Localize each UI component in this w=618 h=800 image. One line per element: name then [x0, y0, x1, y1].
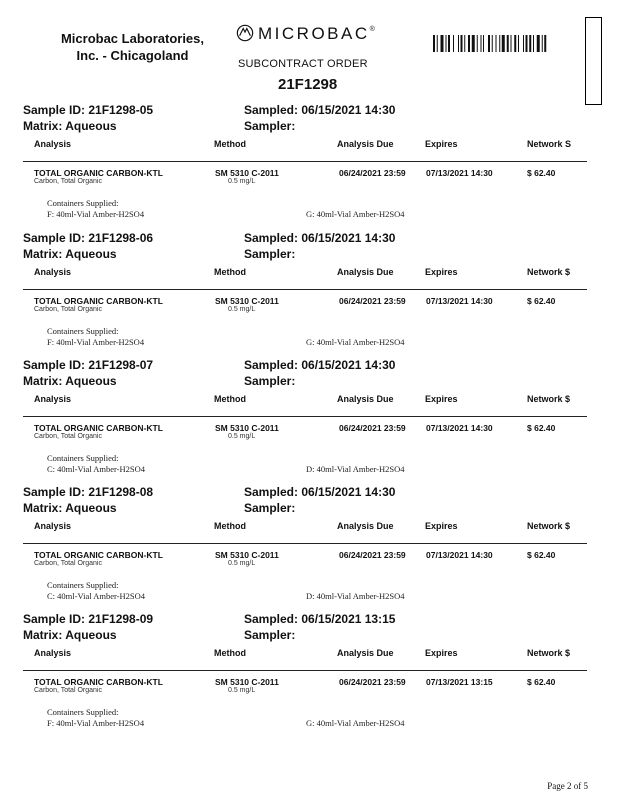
column-header-expires: Expires — [425, 521, 458, 531]
column-header-analysis-due: Analysis Due — [337, 648, 394, 658]
container-right: G: 40ml-Vial Amber-H2SO4 — [306, 209, 405, 219]
sampler-label: Sampler: — [244, 374, 296, 388]
sample-id-value: 21F1298-07 — [88, 358, 154, 372]
method: SM 5310 C-2011 — [215, 296, 279, 306]
company-name — [50, 30, 215, 64]
container-right: G: 40ml-Vial Amber-H2SO4 — [306, 718, 405, 728]
order-number: 21F1298 — [278, 76, 338, 93]
container-left: C: 40ml-Vial Amber-H2SO4 — [47, 591, 146, 601]
reporting-limit: 0.5 mg/L — [228, 433, 256, 440]
column-header-analysis: Analysis — [34, 139, 72, 149]
matrix-label: Matrix: — [23, 119, 63, 133]
matrix — [23, 374, 117, 388]
sampler-label: Sampler: — [244, 247, 296, 261]
microbac-logo-icon — [236, 24, 254, 42]
column-header-network: Network $ — [527, 648, 571, 658]
sampled — [244, 103, 395, 117]
analysis-sub: Carbon, Total Organic — [34, 306, 102, 313]
sampled-value: 06/15/2021 14:30 — [301, 358, 396, 372]
company-name-line1: Microbac Laboratories, — [60, 31, 205, 46]
analysis-due: 06/24/2021 23:59 — [339, 677, 406, 687]
sample-block — [0, 358, 618, 486]
column-header-network: Network $ — [527, 521, 571, 531]
column-header-analysis-due: Analysis Due — [337, 139, 394, 149]
network-price: $ 62.40 — [527, 550, 556, 560]
column-header-expires: Expires — [425, 648, 458, 658]
analysis-name: TOTAL ORGANIC CARBON-KTL — [34, 296, 163, 306]
container-right: D: 40ml-Vial Amber-H2SO4 — [306, 464, 405, 474]
expires: 07/13/2021 13:15 — [426, 677, 493, 687]
sampled — [244, 358, 395, 372]
header-divider — [23, 670, 587, 671]
expires: 07/13/2021 14:30 — [426, 550, 493, 560]
analysis-due: 06/24/2021 23:59 — [339, 550, 406, 560]
sampled-label: Sampled: — [244, 485, 299, 499]
logo-text: MICROBAC — [258, 24, 370, 43]
sampled-value: 06/15/2021 14:30 — [301, 231, 396, 245]
side-margin-box — [585, 17, 602, 105]
reporting-limit: 0.5 mg/L — [228, 687, 256, 694]
header-divider — [23, 543, 587, 544]
sampler-label: Sampler: — [244, 501, 296, 515]
sample-block — [0, 103, 618, 231]
sampled-value: 06/15/2021 14:30 — [301, 485, 396, 499]
column-header-analysis: Analysis — [34, 267, 72, 277]
sampled-label: Sampled: — [244, 231, 299, 245]
sample-id — [23, 103, 153, 117]
header-divider — [23, 416, 587, 417]
container-right: G: 40ml-Vial Amber-H2SO4 — [306, 337, 405, 347]
column-header-method: Method — [214, 394, 246, 404]
sampled-value: 06/15/2021 14:30 — [301, 103, 396, 117]
column-header-network: Network S — [527, 139, 572, 149]
analysis-sub: Carbon, Total Organic — [34, 687, 102, 694]
sample-id-value: 21F1298-05 — [88, 103, 154, 117]
column-header-method: Method — [214, 139, 246, 149]
column-header-method: Method — [214, 521, 246, 531]
column-header-analysis: Analysis — [34, 521, 72, 531]
method: SM 5310 C-2011 — [215, 168, 279, 178]
column-header-analysis-due: Analysis Due — [337, 267, 394, 277]
sample-id — [23, 231, 153, 245]
barcode — [433, 35, 579, 52]
analysis-sub: Carbon, Total Organic — [34, 178, 102, 185]
company-name-line2: Inc. - Chicagoland — [76, 48, 189, 63]
sampler-label: Sampler: — [244, 119, 296, 133]
network-price: $ 62.40 — [527, 677, 556, 687]
matrix — [23, 119, 117, 133]
sample-id-label: Sample ID: — [23, 485, 86, 499]
matrix — [23, 628, 117, 642]
matrix — [23, 501, 117, 515]
column-header-expires: Expires — [425, 394, 458, 404]
sample-id-label: Sample ID: — [23, 612, 86, 626]
column-header-method: Method — [214, 648, 246, 658]
header-divider — [23, 289, 587, 290]
analysis-due: 06/24/2021 23:59 — [339, 423, 406, 433]
column-header-analysis: Analysis — [34, 394, 72, 404]
container-left: F: 40ml-Vial Amber-H2SO4 — [47, 209, 145, 219]
column-header-expires: Expires — [425, 139, 458, 149]
column-header-analysis-due: Analysis Due — [337, 394, 394, 404]
sampled — [244, 485, 395, 499]
network-price: $ 62.40 — [527, 296, 556, 306]
column-header-method: Method — [214, 267, 246, 277]
network-price: $ 62.40 — [527, 423, 556, 433]
sampler-label: Sampler: — [244, 628, 296, 642]
analysis-name: TOTAL ORGANIC CARBON-KTL — [34, 168, 163, 178]
column-header-network: Network $ — [527, 394, 571, 404]
matrix-label: Matrix: — [23, 247, 63, 261]
sample-id — [23, 612, 153, 626]
sample-id-label: Sample ID: — [23, 358, 86, 372]
analysis-sub: Carbon, Total Organic — [34, 560, 102, 567]
sampled — [244, 231, 395, 245]
sample-id-label: Sample ID: — [23, 231, 86, 245]
sampled — [244, 612, 395, 626]
matrix-value: Aqueous — [65, 628, 117, 642]
sample-id-value: 21F1298-06 — [88, 231, 154, 245]
column-header-expires: Expires — [425, 267, 458, 277]
column-header-analysis-due: Analysis Due — [337, 521, 394, 531]
expires: 07/13/2021 14:30 — [426, 423, 493, 433]
containers-label: Containers Supplied: — [47, 198, 119, 208]
analysis-sub: Carbon, Total Organic — [34, 433, 102, 440]
sample-id — [23, 485, 153, 499]
microbac-logo — [236, 24, 375, 44]
header-divider — [23, 161, 587, 162]
matrix-label: Matrix: — [23, 501, 63, 515]
sample-block — [0, 231, 618, 359]
sampled-label: Sampled: — [244, 103, 299, 117]
reporting-limit: 0.5 mg/L — [228, 306, 256, 313]
container-left: C: 40ml-Vial Amber-H2SO4 — [47, 464, 146, 474]
analysis-due: 06/24/2021 23:59 — [339, 296, 406, 306]
container-left: F: 40ml-Vial Amber-H2SO4 — [47, 718, 145, 728]
matrix-value: Aqueous — [65, 247, 117, 261]
expires: 07/13/2021 14:30 — [426, 168, 493, 178]
containers-label: Containers Supplied: — [47, 580, 119, 590]
analysis-name: TOTAL ORGANIC CARBON-KTL — [34, 677, 163, 687]
matrix — [23, 247, 117, 261]
column-header-analysis: Analysis — [34, 648, 72, 658]
method: SM 5310 C-2011 — [215, 677, 279, 687]
method: SM 5310 C-2011 — [215, 423, 279, 433]
analysis-name: TOTAL ORGANIC CARBON-KTL — [34, 423, 163, 433]
sample-block — [0, 612, 618, 740]
page-number: Page 2 of 5 — [547, 781, 588, 791]
sampled-label: Sampled: — [244, 358, 299, 372]
matrix-value: Aqueous — [65, 374, 117, 388]
containers-label: Containers Supplied: — [47, 453, 119, 463]
network-price: $ 62.40 — [527, 168, 556, 178]
logo-registered-mark: ® — [369, 26, 375, 33]
matrix-value: Aqueous — [65, 119, 117, 133]
sampled-value: 06/15/2021 13:15 — [301, 612, 396, 626]
analysis-name: TOTAL ORGANIC CARBON-KTL — [34, 550, 163, 560]
sample-id-value: 21F1298-08 — [88, 485, 154, 499]
reporting-limit: 0.5 mg/L — [228, 560, 256, 567]
matrix-value: Aqueous — [65, 501, 117, 515]
container-right: D: 40ml-Vial Amber-H2SO4 — [306, 591, 405, 601]
sample-id-label: Sample ID: — [23, 103, 86, 117]
reporting-limit: 0.5 mg/L — [228, 178, 256, 185]
matrix-label: Matrix: — [23, 628, 63, 642]
sampled-label: Sampled: — [244, 612, 299, 626]
containers-label: Containers Supplied: — [47, 326, 119, 336]
analysis-due: 06/24/2021 23:59 — [339, 168, 406, 178]
sample-id — [23, 358, 153, 372]
sample-block — [0, 485, 618, 613]
expires: 07/13/2021 14:30 — [426, 296, 493, 306]
method: SM 5310 C-2011 — [215, 550, 279, 560]
container-left: F: 40ml-Vial Amber-H2SO4 — [47, 337, 145, 347]
matrix-label: Matrix: — [23, 374, 63, 388]
document-subtitle: SUBCONTRACT ORDER — [238, 58, 368, 70]
containers-label: Containers Supplied: — [47, 707, 119, 717]
sample-id-value: 21F1298-09 — [88, 612, 154, 626]
column-header-network: Network $ — [527, 267, 571, 277]
